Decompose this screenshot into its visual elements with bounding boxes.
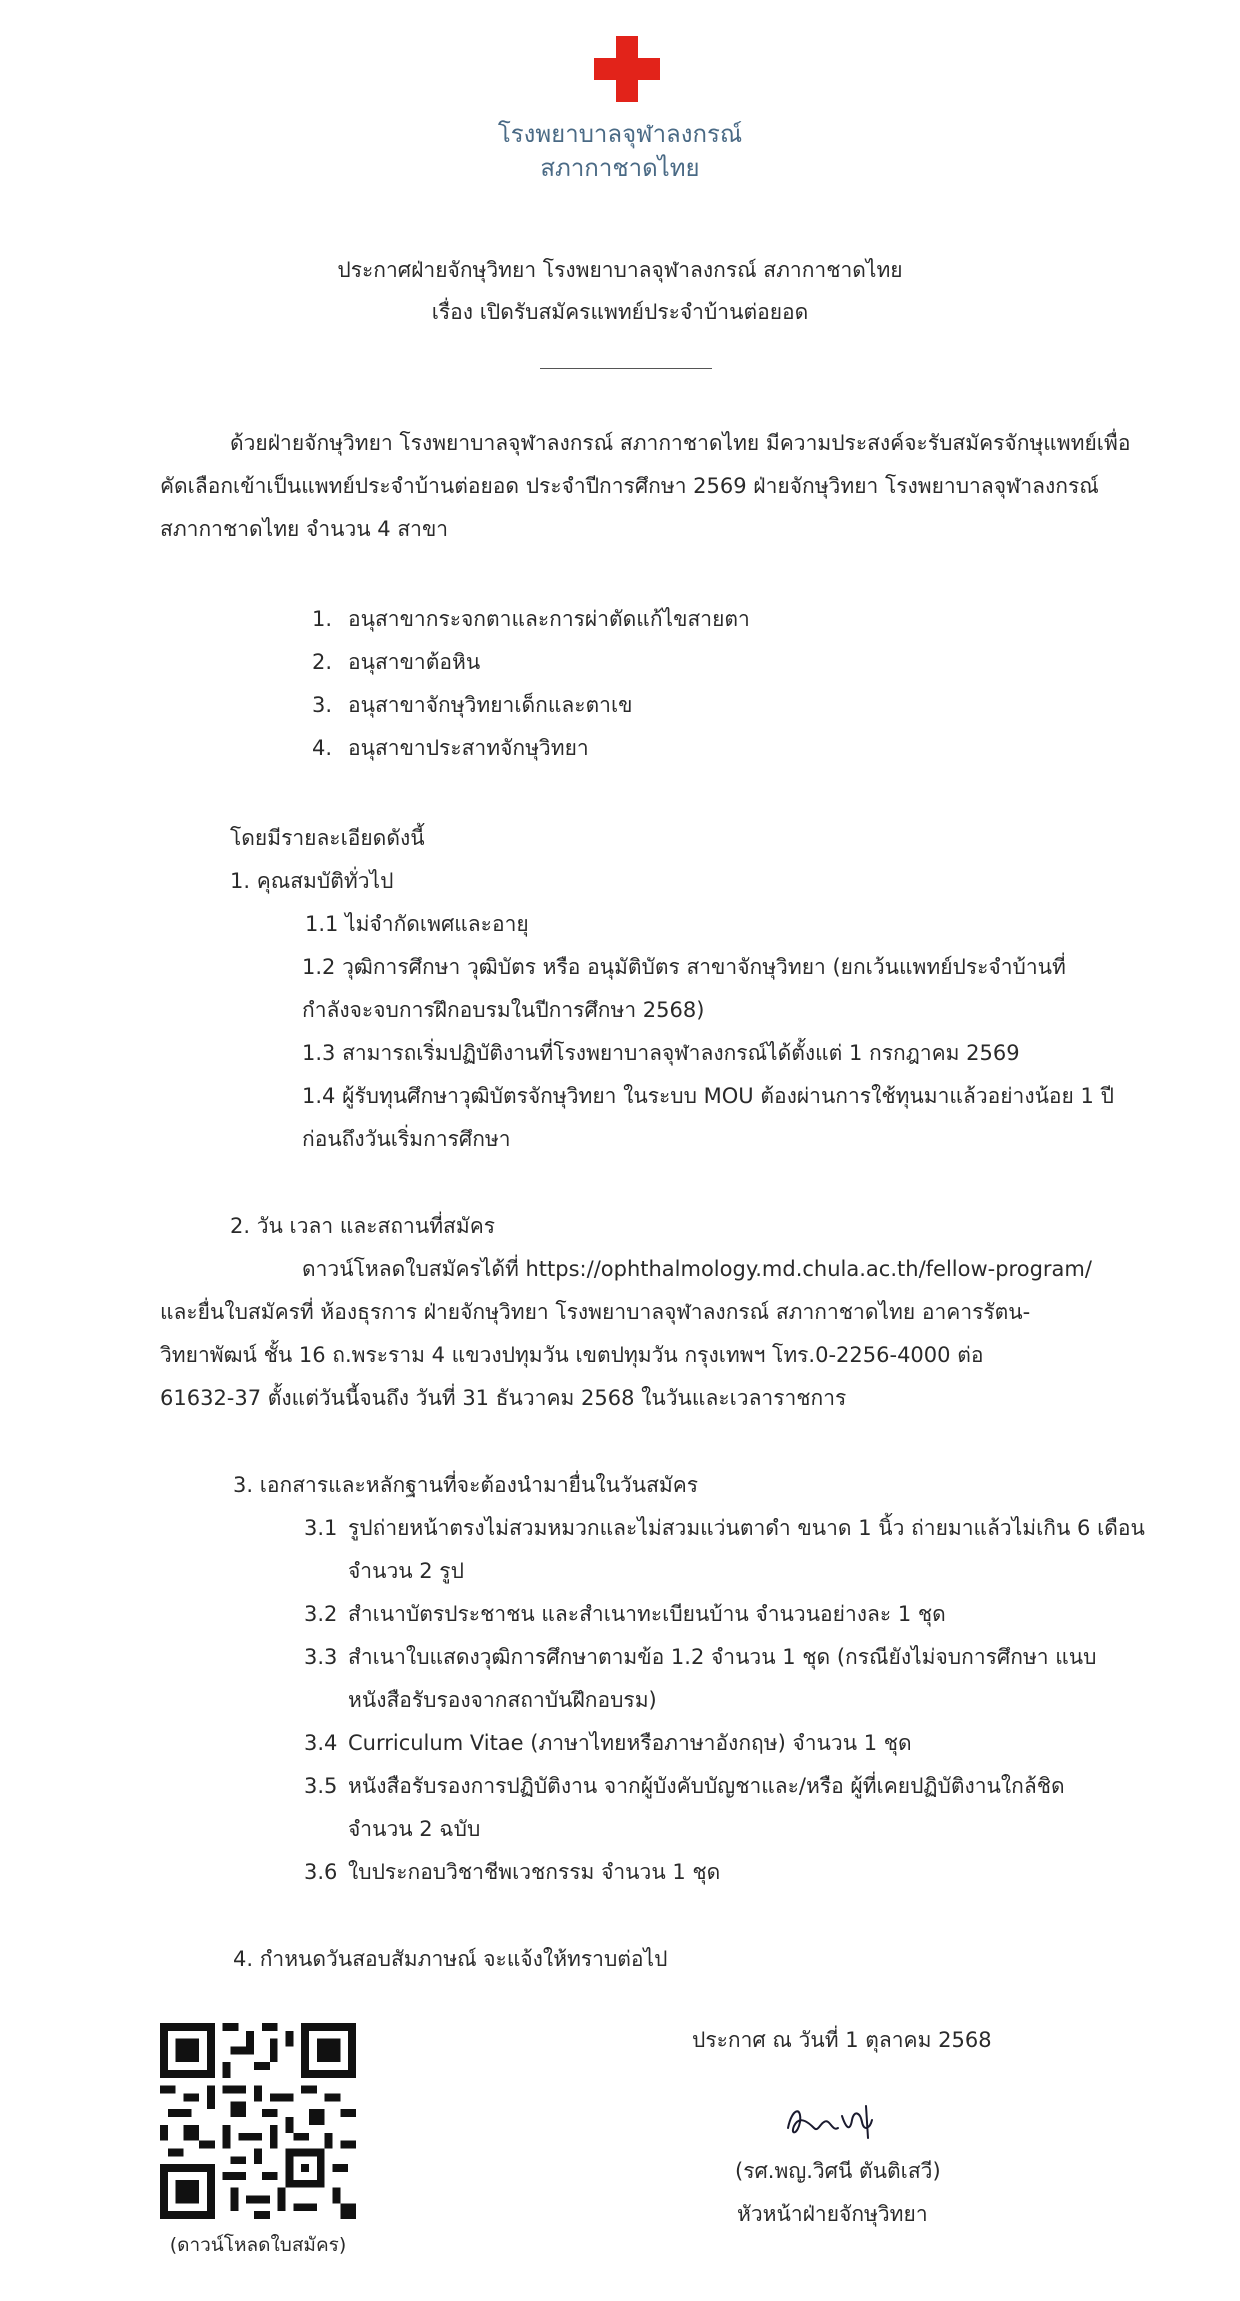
section-1-item-cont: ก่อนถึงวันเริ่มการศึกษา	[302, 1127, 511, 1151]
hospital-name: โรงพยาบาลจุฬาลงกรณ์	[497, 120, 743, 148]
branch-number: 1.	[312, 607, 333, 631]
details-intro: โดยมีรายละเอียดดังนี้	[230, 826, 425, 850]
title-divider	[540, 368, 712, 369]
intro-line-3: สภากาชาดไทย จำนวน 4 สาขา	[160, 517, 449, 541]
section-2-line: ดาวน์โหลดใบสมัครได้ที่ https://ophthalmology.md.chula.ac.th/fellow-program/	[302, 1257, 1092, 1281]
intro-line-1: ด้วยฝ่ายจักษุวิทยา โรงพยาบาลจุฬาลงกรณ์ สภากาชาดไทย มีความประสงค์จะรับสมัครจักษุแพทย์เพื่อ	[230, 431, 1131, 455]
section-1-item: 1.2 วุฒิการศึกษา วุฒิบัตร หรือ อนุมัติบัตร สาขาจักษุวิทยา (ยกเว้นแพทย์ประจำบ้านที่	[302, 955, 1066, 979]
document-item-cont: หนังสือรับรองจากสถาบันฝึกอบรม)	[348, 1688, 657, 1712]
qr-code-icon[interactable]	[160, 2023, 356, 2219]
qr-caption: (ดาวน์โหลดใบสมัคร)	[169, 2234, 347, 2256]
section-2-line: และยื่นใบสมัครที่ ห้องธุรการ ฝ่ายจักษุวิทยา โรงพยาบาลจุฬาลงกรณ์ สภากาชาดไทย อาคารรัตน-	[160, 1300, 1031, 1324]
document-item: รูปถ่ายหน้าตรงไม่สวมหมวกและไม่สวมแว่นตาดำ ขนาด 1 นิ้ว ถ่ายมาแล้วไม่เกิน 6 เดือน	[348, 1516, 1145, 1540]
section-1-heading: 1. คุณสมบัติทั่วไป	[230, 869, 394, 893]
document-item-cont: จำนวน 2 ฉบับ	[348, 1817, 481, 1841]
document-item-number: 3.6	[304, 1860, 338, 1884]
document-item-cont: จำนวน 2 รูป	[348, 1559, 464, 1583]
section-1-item: 1.3 สามารถเริ่มปฏิบัติงานที่โรงพยาบาลจุฬาลงกรณ์ได้ตั้งแต่ 1 กรกฎาคม 2569	[302, 1041, 1020, 1065]
branch-item: อนุสาขาประสาทจักษุวิทยา	[348, 736, 589, 760]
red-cross-vertical-bar	[616, 36, 638, 102]
organization-name: สภากาชาดไทย	[540, 154, 700, 182]
branch-item: อนุสาขาต้อหิน	[348, 650, 481, 674]
section-1-item: 1.1 ไม่จำกัดเพศและอายุ	[305, 912, 529, 936]
branch-number: 2.	[312, 650, 333, 674]
section-2-line: วิทยาพัฒน์ ชั้น 16 ถ.พระราม 4 แขวงปทุมวัน เขตปทุมวัน กรุงเทพฯ โทร.0-2256-4000 ต่อ	[160, 1343, 984, 1367]
document-item-number: 3.1	[304, 1516, 338, 1540]
document-item-number: 3.3	[304, 1645, 338, 1669]
signer-title: หัวหน้าฝ่ายจักษุวิทยา	[737, 2202, 928, 2226]
document-item-number: 3.2	[304, 1602, 338, 1626]
announcement-title: ประกาศฝ่ายจักษุวิทยา โรงพยาบาลจุฬาลงกรณ์ สภากาชาดไทย	[337, 258, 903, 282]
announcement-date: ประกาศ ณ วันที่ 1 ตุลาคม 2568	[692, 2028, 992, 2052]
announcement-subject: เรื่อง เปิดรับสมัครแพทย์ประจำบ้านต่อยอด	[431, 300, 809, 324]
document-item: ใบประกอบวิชาชีพเวชกรรม จำนวน 1 ชุด	[348, 1860, 721, 1884]
branch-item: อนุสาขากระจกตาและการผ่าตัดแก้ไขสายตา	[348, 607, 750, 631]
signature-icon	[780, 2098, 890, 2144]
section-3-heading: 3. เอกสารและหลักฐานที่จะต้องนำมายื่นในวันสมัคร	[233, 1473, 699, 1497]
branch-item: อนุสาขาจักษุวิทยาเด็กและตาเข	[348, 693, 633, 717]
branch-number: 4.	[312, 736, 333, 760]
intro-line-2: คัดเลือกเข้าเป็นแพทย์ประจำบ้านต่อยอด ประจำปีการศึกษา 2569 ฝ่ายจักษุวิทยา โรงพยาบาลจุฬาลงกรณ์	[160, 474, 1099, 498]
document-item-number: 3.4	[304, 1731, 338, 1755]
section-1-item-cont: กำลังจะจบการฝึกอบรมในปีการศึกษา 2568)	[302, 998, 705, 1022]
document-item: สำเนาบัตรประชาชน และสำเนาทะเบียนบ้าน จำนวนอย่างละ 1 ชุด	[348, 1602, 946, 1626]
section-2-line: 61632-37 ตั้งแต่วันนี้จนถึง วันที่ 31 ธันวาคม 2568 ในวันและเวลาราชการ	[160, 1386, 847, 1410]
section-1-item: 1.4 ผู้รับทุนศึกษาวุฒิบัตรจักษุวิทยา ในระบบ MOU ต้องผ่านการใช้ทุนมาแล้วอย่างน้อย 1 ปี	[302, 1084, 1114, 1108]
document-item-number: 3.5	[304, 1774, 338, 1798]
section-4-heading: 4. กำหนดวันสอบสัมภาษณ์ จะแจ้งให้ทราบต่อไป	[233, 1947, 668, 1971]
document-item: หนังสือรับรองการปฏิบัติงาน จากผู้บังคับบัญชาและ/หรือ ผู้ที่เคยปฏิบัติงานใกล้ชิด	[348, 1774, 1065, 1798]
document-item: Curriculum Vitae (ภาษาไทยหรือภาษาอังกฤษ) จำนวน 1 ชุด	[348, 1731, 912, 1755]
branch-number: 3.	[312, 693, 333, 717]
document-item: สำเนาใบแสดงวุฒิการศึกษาตามข้อ 1.2 จำนวน 1 ชุด (กรณียังไม่จบการศึกษา แนบ	[348, 1645, 1097, 1669]
signer-name: (รศ.พญ.วิศนี ตันติเสวี)	[735, 2159, 941, 2183]
section-2-heading: 2. วัน เวลา และสถานที่สมัคร	[230, 1214, 496, 1238]
